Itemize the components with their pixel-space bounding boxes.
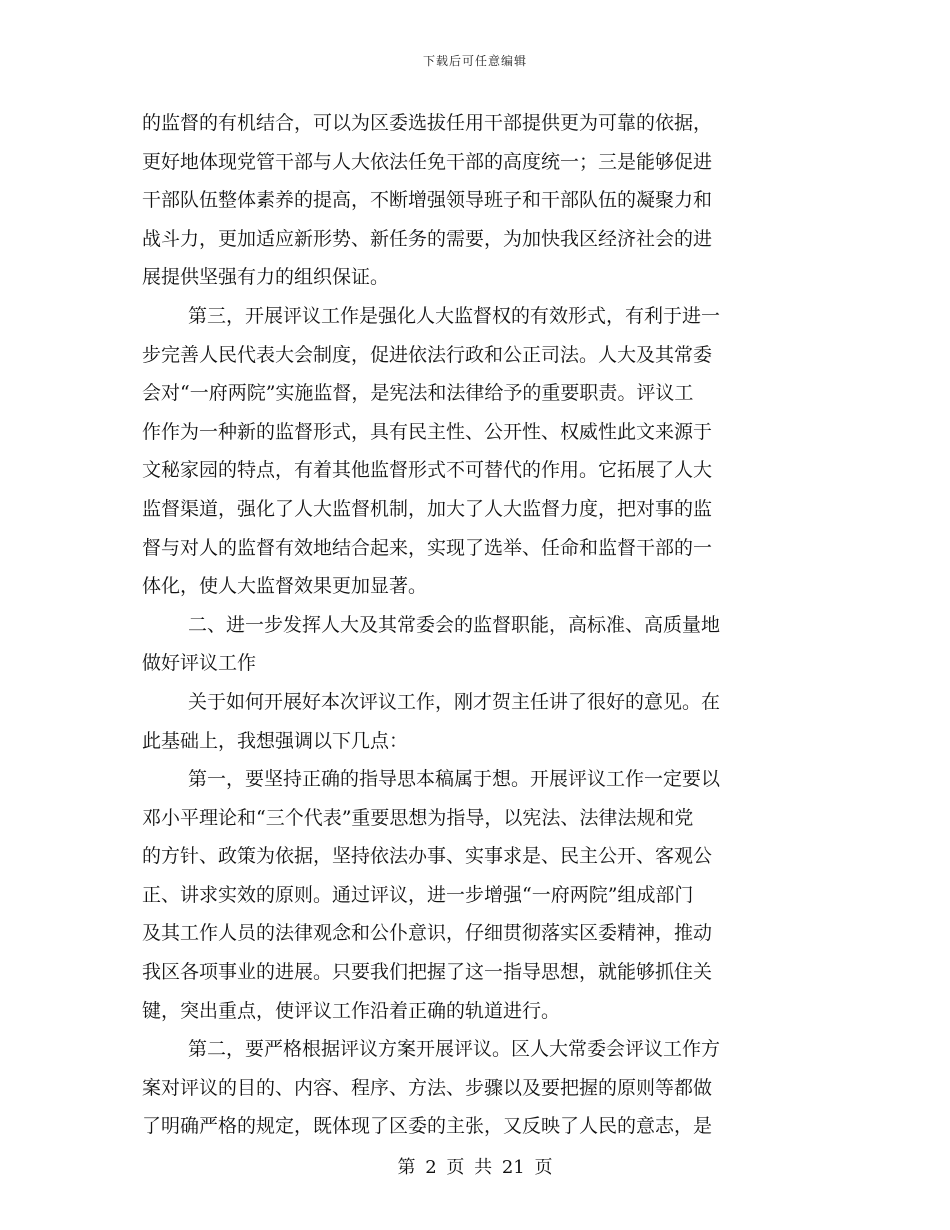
text-line: 作作为一种新的监督形式，具有民主性、公开性、权威性此文来源于	[142, 420, 713, 443]
text-line: 更好地体现党管干部与人大依法任免干部的高度统一；三是能够促进	[142, 150, 713, 173]
text-line: 文秘家园的特点，有着其他监督形式不可替代的作用。它拓展了人大	[142, 459, 713, 482]
text-line: 二、进一步发挥人大及其常委会的监督职能，高标准、高质量地	[188, 613, 721, 636]
page-number-footer: 第 2 页 共 21 页	[397, 1157, 553, 1178]
text-line: 干部队伍整体素养的提高，不断增强领导班子和干部队伍的凝聚力和	[142, 189, 713, 212]
text-line: 监督渠道，强化了人大监督机制，加大了人大监督力度，把对事的监	[142, 497, 713, 520]
text-line: 做好评议工作	[142, 652, 257, 675]
text-line: 的方针、政策为依据，坚持依法办事、实事求是、民主公开、客观公	[142, 845, 713, 868]
text-line: 及其工作人员的法律观念和公仆意识，仔细贯彻落实区委精神，推动	[142, 922, 713, 945]
page-header: 下载后可任意编辑	[422, 54, 527, 68]
text-line: 步完善人民代表大会制度，促进依法行政和公正司法。人大及其常委	[142, 343, 713, 366]
text-line: 会对“一府两院”实施监督，是宪法和法律给予的重要职责。评议工	[142, 382, 694, 405]
text-line: 的监督的有机结合，可以为区委选拔任用干部提供更为可靠的依据，	[142, 112, 713, 134]
text-line: 战斗力，更加适应新形势、新任务的需要，为加快我区经济社会的进	[142, 227, 713, 250]
text-line: 第一，要坚持正确的指导思本稿属于想。开展评议工作一定要以	[188, 768, 721, 791]
text-line: 关于如何开展好本次评议工作，刚才贺主任讲了很好的意见。在	[188, 690, 721, 713]
text-line: 案对评议的目的、内容、程序、方法、步骤以及要把握的原则等都做	[142, 1076, 713, 1099]
text-line: 键，突出重点，使评议工作沿着正确的轨道进行。	[142, 999, 561, 1022]
text-line: 第二，要严格根据评议方案开展评议。区人大常委会评议工作方	[188, 1038, 721, 1061]
text-line: 了明确严格的规定，既体现了区委的主张，又反映了人民的意志，是	[142, 1115, 713, 1138]
document-body	[142, 104, 802, 1146]
text-line: 督与对人的监督有效地结合起来，实现了选举、任命和监督干部的一	[142, 536, 713, 559]
text-line: 邓小平理论和“三个代表”重要思想为指导，以宪法、法律法规和党	[142, 806, 694, 829]
text-line: 第三，开展评议工作是强化人大监督权的有效形式，有利于进一	[188, 304, 721, 327]
text-line: 体化，使人大监督效果更加显著。	[142, 575, 428, 598]
text-line: 正、讲求实效的原则。通过评议，进一步增强“一府两院”组成部门	[142, 883, 694, 906]
text-line: 我区各项事业的进展。只要我们把握了这一指导思想，就能够抓住关	[142, 961, 713, 984]
text-line: 展提供坚强有力的组织保证。	[142, 266, 390, 289]
text-line: 此基础上，我想强调以下几点：	[142, 729, 409, 752]
